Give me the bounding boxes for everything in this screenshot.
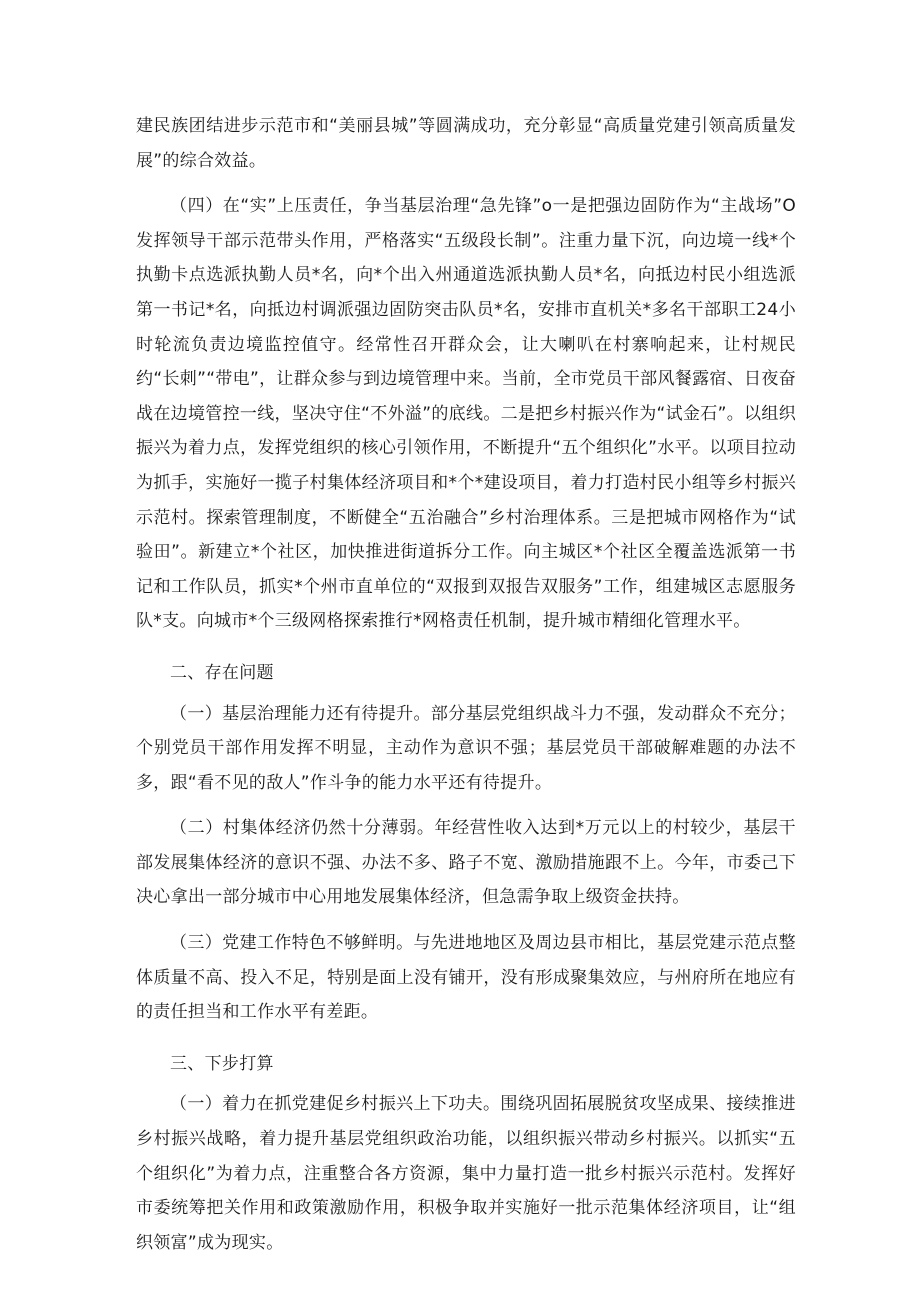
paragraph-problem-1: （一）基层治理能力还有待提升。部分基层党组织战斗力不强，发动群众不充分；个别党员干部作用发挥不明显，主动作为意识不强；基层党员干部破解难题的办法不多，跟“看不见的敌人”作斗争的能力水平还有待提升。 bbox=[136, 703, 796, 793]
paragraph-continuation: 建民族团结进步示范市和“美丽县城”等圆满成功，充分彰显“高质量党建引领高质量发展”的综合效益。 bbox=[136, 116, 796, 171]
heading-next-steps: 三、下步打算 bbox=[170, 1053, 274, 1074]
paragraph-problem-2: （二）村集体经济仍然十分薄弱。年经营性收入达到*万元以上的村较少，基层干部发展集体经济的意识不强、办法不多、路子不宽、激励措施跟不上。今年，市委己下决心拿出一部分城市中心用地发展集体经济，但急需争取上级资金扶持。 bbox=[136, 818, 796, 908]
paragraph-problem-3: （三）党建工作特色不够鲜明。与先进地地区及周边县市相比，基层党建示范点整体质量不高、投入不足，特别是面上没有铺开，没有形成聚集效应，与州府所在地应有的责任担当和工作水平有差距。 bbox=[136, 933, 796, 1023]
paragraph-section-4: （四）在“实”上压责任，争当基层治理“急先锋”o一是把强边固防作为“主战场”O发挥领导干部示范带头作用，严格落实“五级段长制”。注重力量下沉，向边境一线*个执勤卡点选派执勤人员*名，向*个出入州通道选派执勤人员*名，向抵边村民小组选派第一书记*名，向抵边村调派强边固防突击队员*名，安排市直机关*多名干部职工24小时轮流负责边境监控值守。经常性召开群众会，让大喇叭在村寨响起来，让村规民约“长刺”“带电”，让群众参与到边境管理中来。当前，全市党员干部风餐露宿、日夜奋战在边境管控一线，坚决守住“不外溢”的底线。二是把乡村振兴作为“试金石”。以组织振兴为着力点，发挥党组织的核心引领作用，不断提升“五个组织化”水平。以项目拉动为抓手，实施好一揽子村集体经济项目和*个*建设项目，着力打造村民小组等乡村振兴示范村。探索管理制度，不断健全“五治融合”乡村治理体系。三是把城市网格作为“试验田”。新建立*个社区，加快推进街道拆分工作。向主城区*个社区全覆盖选派第一书记和工作队员，抓实*个州市直单位的“双报到双报告双服务”工作，组建城区志愿服务队*支。向城市*个三级网格探索推行*网格责任机制，提升城市精细化管理水平。 bbox=[136, 196, 796, 632]
paragraph-next-step-1: （一）着力在抓党建促乡村振兴上下功夫。围绕巩固拓展脱贫攻坚成果、接续推进乡村振兴战略，着力提升基层党组织政治功能，以组织振兴带动乡村振兴。以抓实“五个组织化”为着力点，注重整合各方资源，集中力量打造一批乡村振兴示范村。发挥好市委统筹把关作用和政策激励作用，积极争取并实施好一批示范集体经济项目，让“组织领富”成为现实。 bbox=[136, 1094, 796, 1253]
document-body bbox=[136, 109, 796, 1260]
heading-existing-problems: 二、存在问题 bbox=[170, 662, 274, 683]
